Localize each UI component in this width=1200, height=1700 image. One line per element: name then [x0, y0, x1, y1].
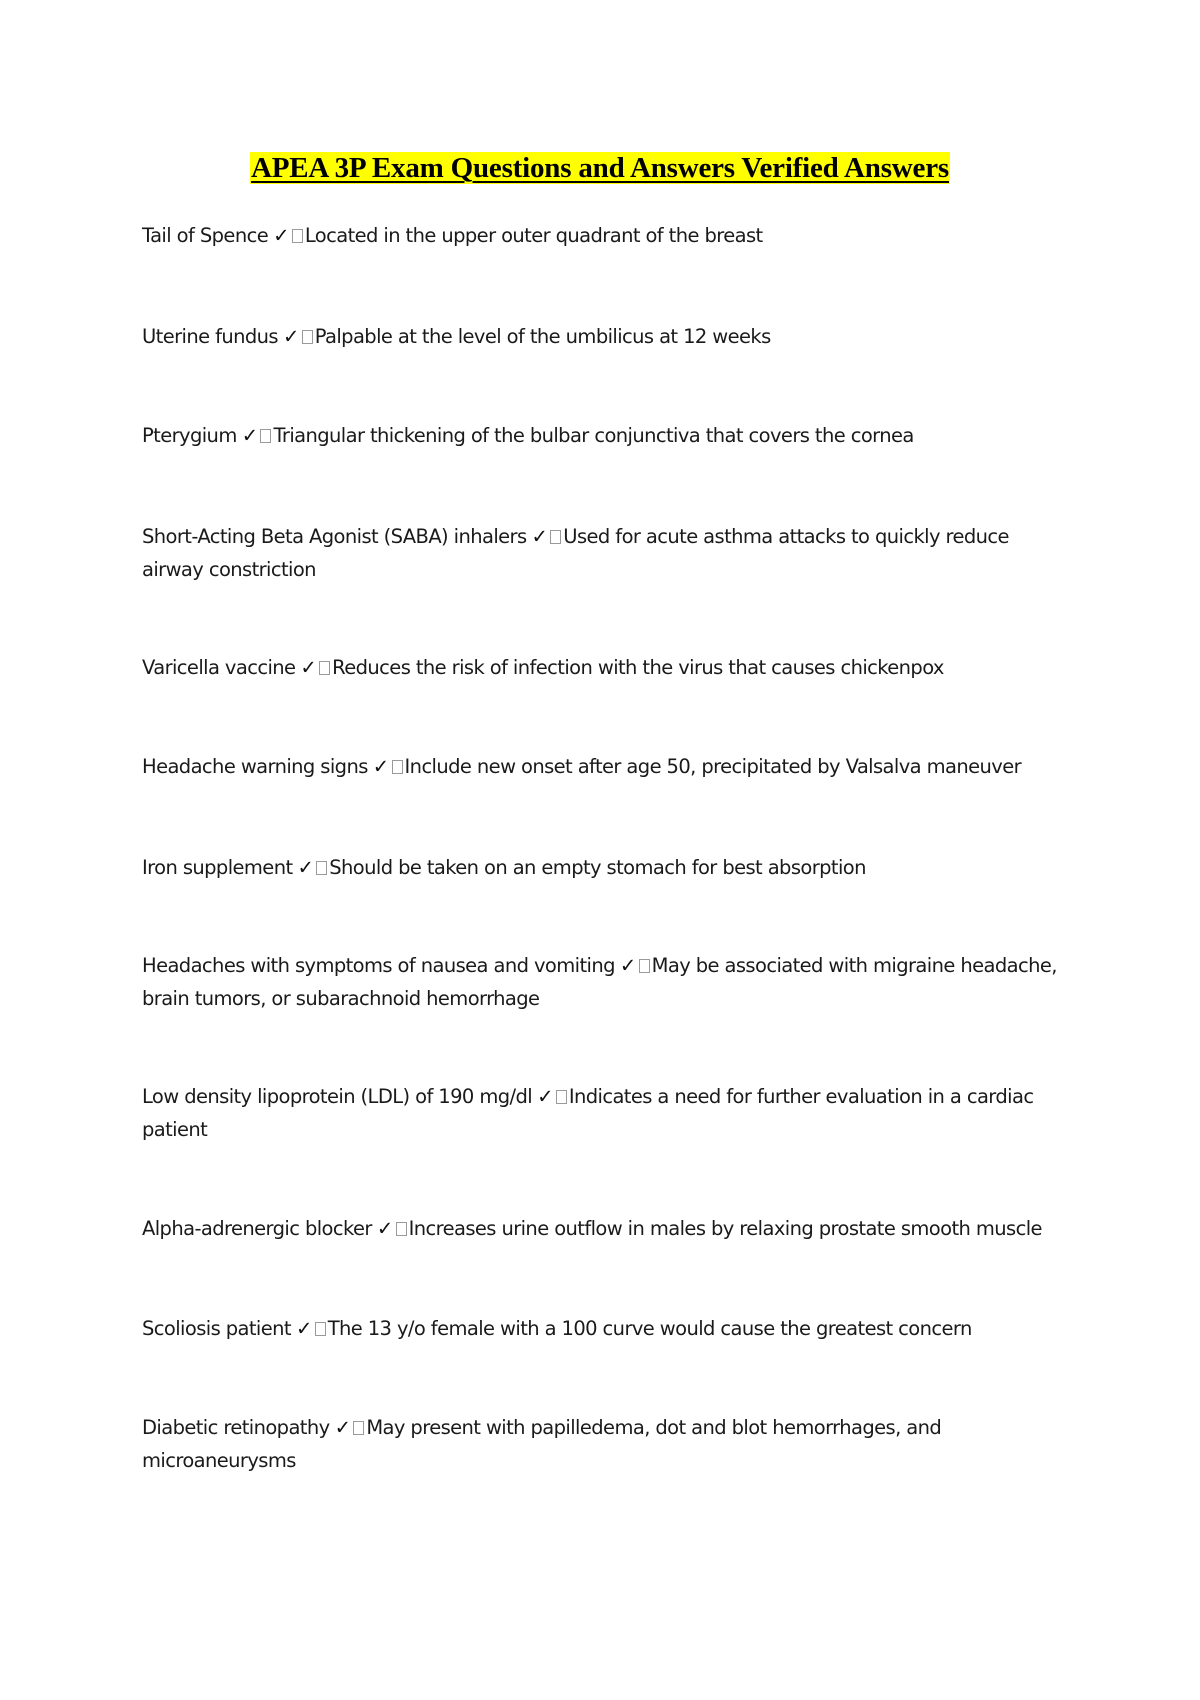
qa-item [142, 320, 1062, 353]
check-icon: ✓ [273, 224, 289, 247]
check-icon: ✓ [372, 755, 389, 778]
check-icon: ✓ [241, 424, 258, 447]
qa-answer: Palpable at the level of the umbilicus at 12 weeks [314, 325, 771, 348]
missing-glyph-box-icon [550, 530, 561, 544]
missing-glyph-box-icon [319, 661, 330, 675]
qa-term: Alpha-adrenergic blocker [142, 1217, 372, 1240]
qa-item [142, 520, 1062, 586]
qa-item [142, 651, 1062, 684]
qa-item [142, 419, 1062, 452]
qa-term: Diabetic retinopathy [142, 1416, 330, 1439]
qa-item [142, 851, 1062, 884]
check-icon: ✓ [282, 325, 299, 348]
qa-answer: Include new onset after age 50, precipitated by Valsalva maneuver [404, 755, 1022, 778]
check-icon: ✓ [300, 656, 317, 679]
missing-glyph-box-icon [302, 330, 313, 344]
missing-glyph-box-icon [556, 1090, 567, 1104]
qa-term: Varicella vaccine [142, 656, 296, 679]
check-icon: ✓ [334, 1416, 351, 1439]
missing-glyph-box-icon [639, 959, 650, 973]
missing-glyph-box-icon [315, 1322, 326, 1336]
qa-item [142, 1212, 1062, 1245]
document-title: APEA 3P Exam Questions and Answers Verified Answers [251, 152, 949, 184]
qa-term: Uterine fundus [142, 325, 278, 348]
title-container [0, 152, 1200, 185]
qa-answer: The 13 y/o female with a 100 curve would cause the greatest concern [327, 1317, 972, 1340]
check-icon: ✓ [295, 1317, 312, 1340]
qa-term: Tail of Spence [142, 224, 269, 247]
check-icon: ✓ [376, 1217, 393, 1240]
missing-glyph-box-icon [353, 1421, 364, 1435]
qa-item [142, 1411, 1062, 1477]
qa-answer: Located in the upper outer quadrant of the breast [304, 224, 763, 247]
qa-term: Headaches with symptoms of nausea and vomiting [142, 954, 615, 977]
qa-answer: Should be taken on an empty stomach for best absorption [329, 856, 866, 879]
qa-term: Low density lipoprotein (LDL) of 190 mg/dl [142, 1085, 533, 1108]
qa-item [142, 750, 1062, 783]
qa-term: Pterygium [142, 424, 237, 447]
missing-glyph-box-icon [316, 861, 327, 875]
qa-answer: Triangular thickening of the bulbar conjunctiva that covers the cornea [273, 424, 914, 447]
qa-item [142, 1312, 1062, 1345]
check-icon: ✓ [531, 525, 548, 548]
qa-term: Headache warning signs [142, 755, 368, 778]
qa-answer: Used for acute asthma attacks to quickly reduce airway constriction [142, 525, 1009, 581]
missing-glyph-box-icon [396, 1222, 407, 1236]
qa-term: Scoliosis patient [142, 1317, 291, 1340]
qa-answer: Indicates a need for further evaluation in a cardiac patient [142, 1085, 1034, 1141]
qa-answer: Reduces the risk of infection with the virus that causes chickenpox [332, 656, 944, 679]
missing-glyph-box-icon [392, 760, 403, 774]
qa-answer: Increases urine outflow in males by relaxing prostate smooth muscle [408, 1217, 1042, 1240]
qa-answer: May be associated with migraine headache, brain tumors, or subarachnoid hemorrhage [142, 954, 1057, 1010]
missing-glyph-box-icon [260, 429, 271, 443]
qa-answer: May present with papilledema, dot and blot hemorrhages, and microaneurysms [142, 1416, 942, 1472]
qa-item [142, 949, 1062, 1015]
check-icon: ✓ [537, 1085, 553, 1108]
missing-glyph-box-icon [292, 229, 303, 243]
qa-term: Short-Acting Beta Agonist (SABA) inhalers [142, 525, 527, 548]
qa-item [142, 219, 1062, 252]
check-icon: ✓ [297, 856, 314, 879]
check-icon: ✓ [619, 954, 636, 977]
qa-item [142, 1080, 1062, 1146]
qa-term: Iron supplement [142, 856, 293, 879]
